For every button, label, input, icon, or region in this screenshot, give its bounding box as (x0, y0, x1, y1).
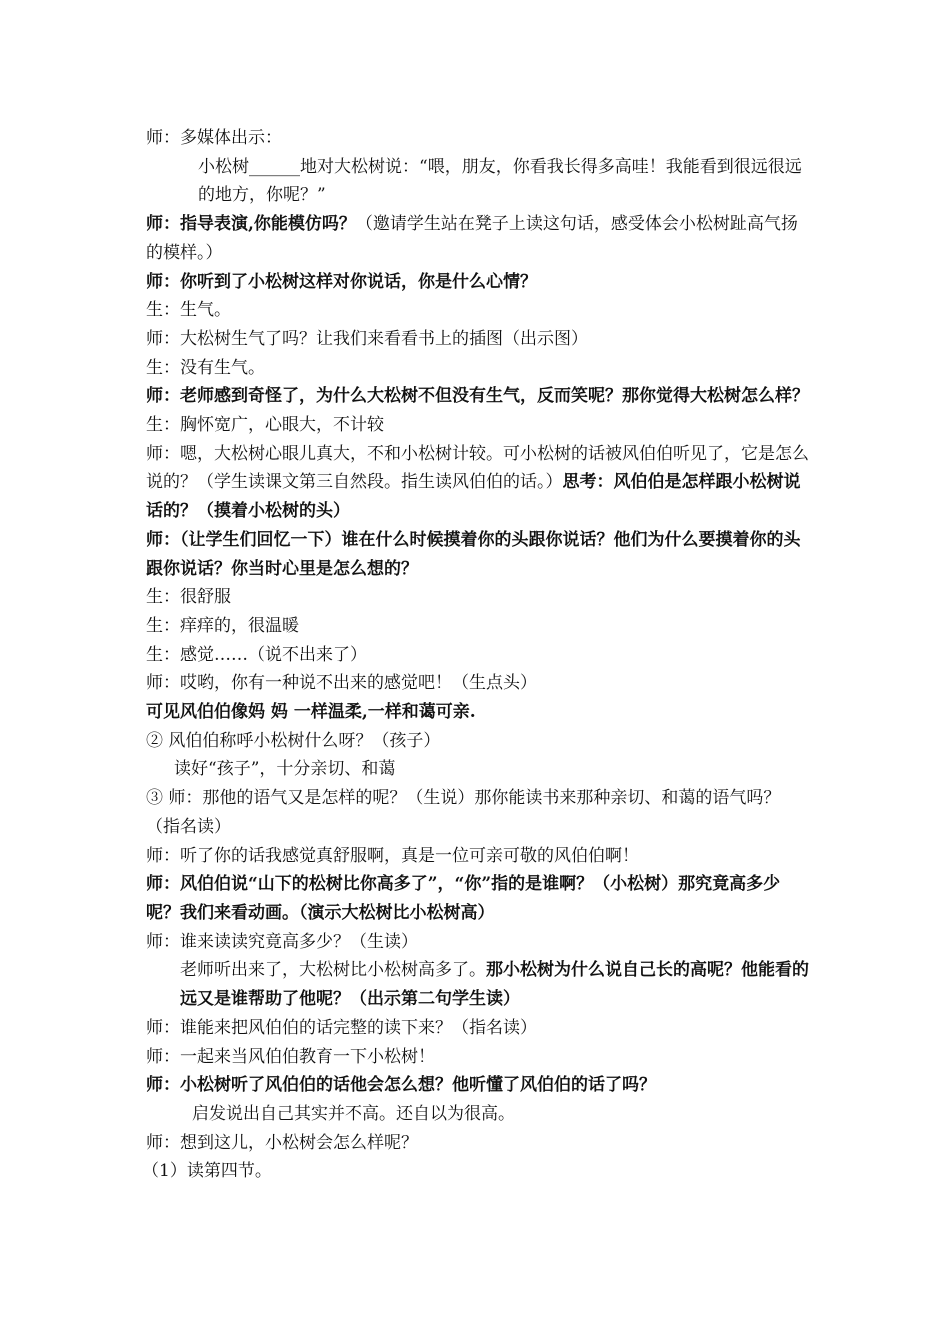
paragraph (146, 210, 810, 267)
paragraph (146, 1129, 810, 1158)
paragraph (146, 870, 810, 927)
bold-text: 思考：风伯伯是怎样跟小松树说话的？（摸着小松树的头） (146, 472, 801, 522)
text-line: 生：胸怀宽广，心眼大，不计较 (146, 415, 384, 436)
bold-text: 师：你听到了小松树这样对你说话，你是什么心情？ (146, 271, 537, 292)
paragraph (146, 641, 810, 670)
bold-text: 师：风伯伯说“山下的松树比你高多了”，“你”指的是谁啊？（小松树）那究竟高多少呢？我们来看动画。（演示大松树比小松树高） (146, 874, 781, 923)
paragraph (146, 583, 810, 612)
paragraph (146, 784, 810, 841)
text-line: 生：感觉……（说不出来了） (146, 644, 367, 665)
text-line: ② 风伯伯称呼小松树什么呀？（孩子） (146, 730, 441, 751)
text-line: 小松树______地对大松树说：“喂，朋友，你看我长得多高哇！我能看到很远很远的地方，你呢？” (198, 156, 802, 206)
paragraph (146, 153, 810, 210)
paragraph (146, 1014, 810, 1043)
text-line: 生：生气。 (146, 300, 231, 321)
text-line: 读好“孩子”，十分亲切、和蔼 (174, 759, 396, 780)
text-line: 师：谁能来把风伯伯的话完整的读下来？（指名读） (146, 1017, 537, 1038)
paragraph (146, 1071, 810, 1100)
paragraph (146, 296, 810, 325)
paragraph (146, 669, 810, 698)
paragraph (146, 440, 810, 526)
text-line: 生：痒痒的，很温暖 (146, 615, 299, 636)
paragraph (146, 354, 810, 383)
text-line: 师：大松树生气了吗？让我们来看看书上的插图（出示图） (146, 328, 588, 349)
text-line: 生：很舒服 (146, 587, 231, 608)
paragraph (146, 382, 810, 411)
paragraph (142, 1157, 810, 1186)
text-line: 师：想到这儿，小松树会怎么样呢？ (146, 1132, 418, 1153)
text-line: ③ 师：那他的语气又是怎样的呢？（生说）那你能读书来那种亲切、和蔼的语气吗？（指名读） (146, 788, 781, 837)
text-line: 老师听出来了，大松树比小松树高多了。 (180, 960, 486, 981)
bold-text: 可见风伯伯像妈 妈 一样温柔,一样和蔼可亲. (146, 702, 476, 723)
bold-text: 师：小松树听了风伯伯的话他会怎么想？他听懂了风伯伯的话了吗？ (146, 1075, 656, 1096)
text-line: 师：谁来读读究竟高多少？（生读） (146, 931, 418, 952)
paragraph (146, 268, 810, 297)
paragraph (146, 727, 810, 756)
paragraph (146, 842, 810, 871)
paragraph (146, 698, 810, 727)
paragraph (146, 928, 810, 957)
text-line: 师：嗯，大松树心眼儿真大，不和小松树计较。可小松树的话被风伯伯听见了，它是怎么说的？（学生读课文第三自然段。指生读风伯伯的话。） (146, 443, 809, 493)
bold-text: 师：老师感到奇怪了，为什么大松树不但没有生气，反而笑呢？那你觉得大松树怎么样？ (146, 386, 809, 407)
bold-text: 师：（让学生们回忆一下）谁在什么时候摸着你的头跟你说话？他们为什么要摸着你的头跟你说话？你当时心里是怎么想的？ (146, 529, 801, 579)
text-line: 师：听了你的话我感觉真舒服啊，真是一位可亲可敬的风伯伯啊！ (146, 845, 639, 866)
text-line: （1）读第四节。 (142, 1161, 272, 1182)
paragraph (146, 526, 810, 583)
paragraph (146, 1100, 810, 1129)
bold-text: 那小松树为什么说自己长的高呢？他能看的远又是谁帮助了他呢？（出示第二句学生读） (180, 960, 809, 1010)
paragraph (146, 411, 810, 440)
paragraph (146, 325, 810, 354)
paragraph (146, 124, 810, 153)
text-line: 师：哎哟，你有一种说不出来的感觉吧！（生点头） (146, 673, 537, 694)
paragraph (146, 755, 810, 784)
lesson-transcript (142, 124, 810, 1186)
paragraph (146, 1043, 810, 1072)
text-line: （邀请学生站在凳子上读这句话，感受体会小松树趾高气扬的模样。） (146, 214, 798, 263)
paragraph (146, 612, 810, 641)
paragraph (146, 956, 810, 1013)
text-line: 师：多媒体出示： (146, 128, 282, 148)
text-line: 生：没有生气。 (146, 357, 265, 378)
bold-text: 师：指导表演,你能模仿吗？ (146, 214, 356, 235)
text-line: 启发说出自己其实并不高。还自以为很高。 (192, 1103, 515, 1124)
text-line: 师：一起来当风伯伯教育一下小松树！ (146, 1046, 435, 1067)
